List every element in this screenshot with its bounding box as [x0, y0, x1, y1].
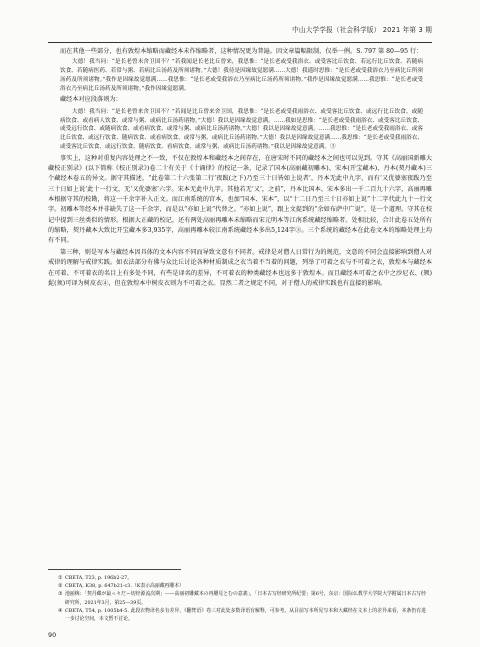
- footnote-4: [48, 607, 426, 623]
- footnotes: [48, 574, 426, 623]
- quoted-canonical-passage: 大德！我当问：“是长老曾来舍卫国不？”若闻是比丘曾来舍卫国，我思惟：“是长老或受我雨浴衣、或受客比丘饮食、或远行比丘饮食、或随病饮食、或看病人饮食、或常与粥、或病比丘汤药诸物。”大德！我以是因缘故觉意满。……我如是思惟：“是长老或受我雨浴衣、或受客比丘饮食、或受远行饮食、或随病饮食、或看病饮食、或常与粥、或病比丘汤药诸物。”大德！我以是因缘故觉意满。……我思惟：“是长老或受我雨浴衣、或客比丘饮食、或远行饮食、随病饮食、或看病饮食、或常与粥、或病比丘汤药诸物。”大德！我以是因缘故觉意满……我思惟：“是长老或受我雨浴衣、或受客比丘饮食、或远行饮食、随病饮食、看病饮食、或常与粥、或病比丘汤药诸物。”我以是因缘故觉意满。③: [60, 108, 423, 150]
- footnote-text-4: CBETA, T54, p. 1005b4-5. 此段衣物译名多有差异，《翻梵语》卷三对此处多数译语有解释，可参考。从目前写本所见写本和大藏经在文本上的差异来看，本条仍有进一步讨论空间，本文暂不讨论。: [65, 607, 426, 623]
- footnote-number-2: ②: [58, 583, 63, 590]
- footnote-2: [48, 582, 426, 590]
- header-rule: [48, 42, 432, 43]
- footnote-text-1: CBETA, T23, p. 196b2-27。: [65, 575, 133, 581]
- body-paragraph-4: 第三种，则是写本与藏经本因具体的文本内容不同而导致文意有不同者。戒律是对僧人日常行为的规范，文意的不同会直接影响到僧人对戒律的理解与戒律实践。如衣法部分有佛与众比丘讨论各种材质制成之衣当着不当着的问题，列举了可着之衣与不可着之衣，敦煌本与藏经本在可着、不可着衣的名目上有多处不同，有些是译名的差异，不可着衣的种类藏经本也远多于敦煌本。而且藏经本可着之衣中之沙尼衣、(颏)髭(须)可译为树皮衣④，但在敦煌本中树皮衣则为不可着之衣。显然二者之规定不同，对于僧人的戒律实践也有直接的影响。: [48, 248, 432, 287]
- footnote-text-2: CBETA, K38, p. 647b21-c3.（K表示高丽藏再雕本）: [65, 583, 184, 590]
- footnote-number-4: ④: [58, 607, 63, 614]
- footnote-3: [48, 590, 426, 606]
- main-body: [48, 47, 432, 291]
- footnote-text-3: 池丽梅：「契丹藏が最っ々だー切经源流次期」——高丽初雕藏本の再雕見とむの意義」，「日本古写经研究所纪要」第6号，东京：国际仏教学大学院大学附属日本古写经研究所，2021年3月，第25—39页。: [65, 591, 426, 606]
- footnote-1: [48, 574, 426, 582]
- page-number: 90: [48, 631, 57, 639]
- body-paragraph-3: 事实上，这种对重复内容处理之不一致，不仅在敦煌本和藏经本之间存在，在唐宋时不同的藏经本之间也可以见到。守其《高丽国新雕大藏校正别录》(以下简称《校正别录》)卷二十有关于《十诵律》的校记一条，记录了国本(高丽藏初雕本)、宋本(开宝藏本)、丹本(契丹藏本)三个藏经本卷五的异文。据守其描述，“此卷第二十六张第二行‘夜跋(之下)乃至三十日皆如上说者’，丹本无此中九字，而有‘又优婆塞夜跋乃至三十日如上说’此十一行文，无‘又优婆塞’六字。宋本无此中九字。其他若无‘又’，之前”，丹本比国本、宋本多出一千二百九十六字，高丽再雕本根据守其的校勘，将这一千余字补入正文。而江南系统的宫本，也加“国本、宋本”，以“十二日乃至三十日亦如上说”十二字代此九十一行文字。初雕本等经本并非缺失了这一千余字，而是以“亦如上说”代替之。“亦如上说”，跟上文提到的“余如布萨中广说”，是一个道理。守其在校记中提到三丝类似的情形。根据大正藏的校记，还有两处高丽再雕本未缩略而宋元明本等江南系统藏经缩略者。处相比较，合计此卷五处所有的缩略，契丹藏本大致比开宝藏本多3,935字，高丽再雕本较江南系统藏经本多出5,124字③。三个系统的藏经本在此卷文本的缩略处理上均有不同。: [48, 154, 432, 245]
- body-paragraph-1: 而在其他一些部分，也有敦煌本缩略而藏经本未作缩略者，这种情况更为普遍。因文章篇幅限制，仅举一例。S. 797 第 80—95 行：: [60, 48, 423, 55]
- footnote-number-1: ①: [58, 575, 63, 581]
- footnote-number-3: ③: [58, 591, 63, 598]
- footnote-rule: [48, 569, 181, 570]
- running-head: 中山大学学报（社会科学版） 2021 年第 3 期: [292, 26, 432, 34]
- quoted-dunhuang-passage: 大德！我当问：“是长老曾未舍卫国不？”若我闻是长老比丘曾来，我思惟：“是长老或受我浴衣、或受客比丘饮食、若远行比丘饮食、若随病饮食、若随病医药、若常与粥、若病比丘汤药及所须诸物。”大德！我待是因缘故觉愿满……大德！我遥时思惟：“是长老或受我浴衣乃至病比丘所须汤药及所须诸物。”我作是因缘故觉愿满……我思惟：“是长老或受我浴衣乃至病比丘汤药所须诸物。”我作是因缘故觉愿满……我思惟：“是长老或受浴衣乃至病比丘汤药及所须诸物。”我作因缘觉愿满。: [60, 59, 423, 92]
- body-paragraph-2: 藏经本对应段落则为：: [60, 96, 122, 104]
